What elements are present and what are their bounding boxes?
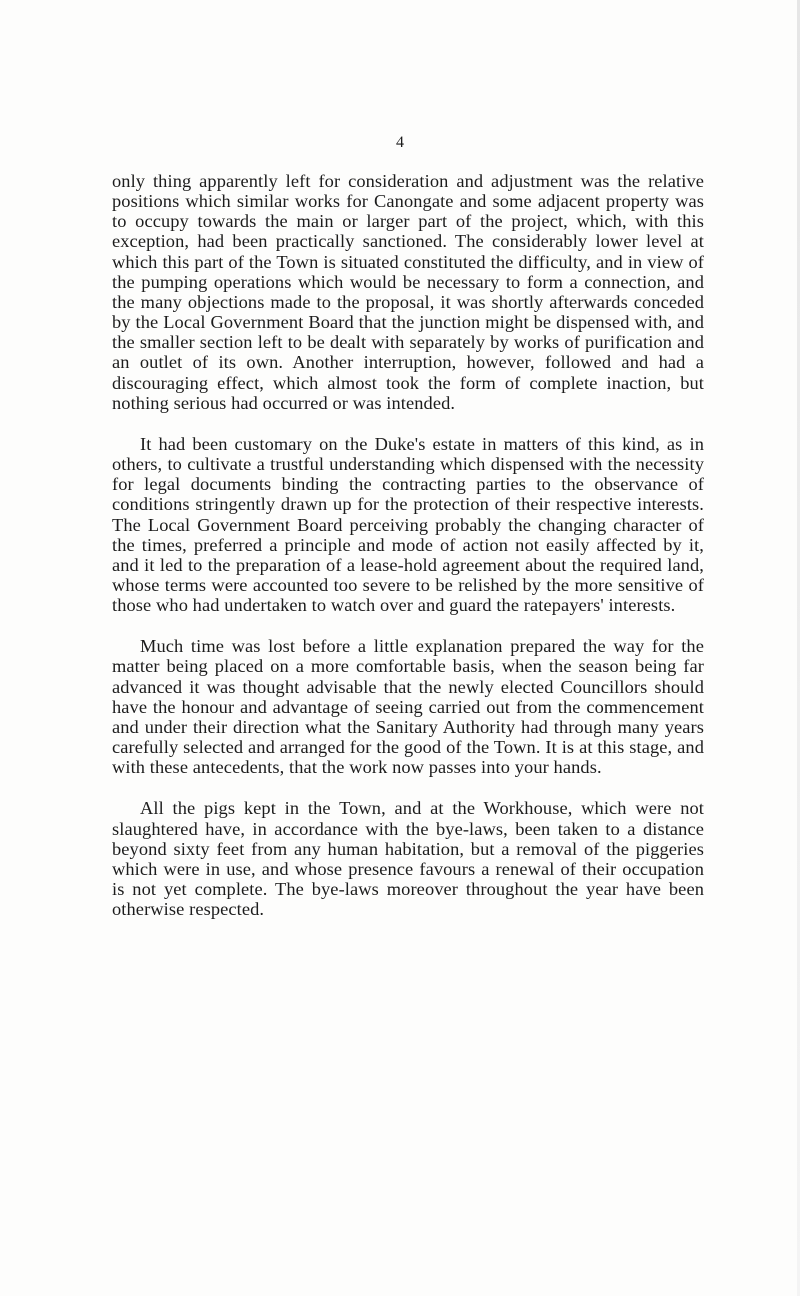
paragraph-pigs: All the pigs kept in the Town, and at the Workhouse, which were not slaughtered have, in accordance with the bye-laws, been taken to a distance beyond sixty feet from any human habitation, but a removal of the piggeries which were in use, and whose presence favours a renewal of their occupation is not yet complete. The bye-laws moreover throughout the year have been otherwise respected. xyxy=(112,798,704,920)
body-text xyxy=(112,171,704,940)
paragraph-duke-estate: It had been customary on the Duke's estate in matters of this kind, as in others, to cultivate a trustful understanding which dispensed with the necessity for legal documents binding the contracting parties to the observance of conditions stringently drawn up for the protection of their respective interests. The Local Government Board perceiving probably the changing character of the times, preferred a principle and mode of action not easily affected by it, and it led to the preparation of a lease-hold agreement about the required land, whose terms were accounted too severe to be relished by the more sensitive of those who had undertaken to watch over and guard the ratepayers' interests. xyxy=(112,433,704,616)
paragraph-continued: only thing apparently left for consideration and adjustment was the relative positions which similar works for Canongate and some adjacent property was to occupy towards the main or larger part of the project, which, with this exception, had been practically sanctioned. The considerably lower level at which this part of the Town is situated constituted the difficulty, and in view of the pumping operations which would be necessary to form a connection, and the many objections made to the proposal, it was shortly afterwards conceded by the Local Government Board that the junction might be dispensed with, and the smaller section left to be dealt with separately by works of purification and an outlet of its own. Another interruption, however, followed and had a discouraging effect, which almost took the form of complete inaction, but nothing serious had occurred or was intended. xyxy=(112,171,704,413)
paragraph-time-lost: Much time was lost before a little explanation prepared the way for the matter being placed on a more comfortable basis, when the season being far advanced it was thought advisable that the newly elected Councillors should have the honour and advantage of seeing carried out from the commencement and under their direction what the Sanitary Authority had through many years carefully selected and arranged for the good of the Town. It is at this stage, and with these antecedents, that the work now passes into your hands. xyxy=(112,636,704,778)
page-number: 4 xyxy=(396,134,404,151)
